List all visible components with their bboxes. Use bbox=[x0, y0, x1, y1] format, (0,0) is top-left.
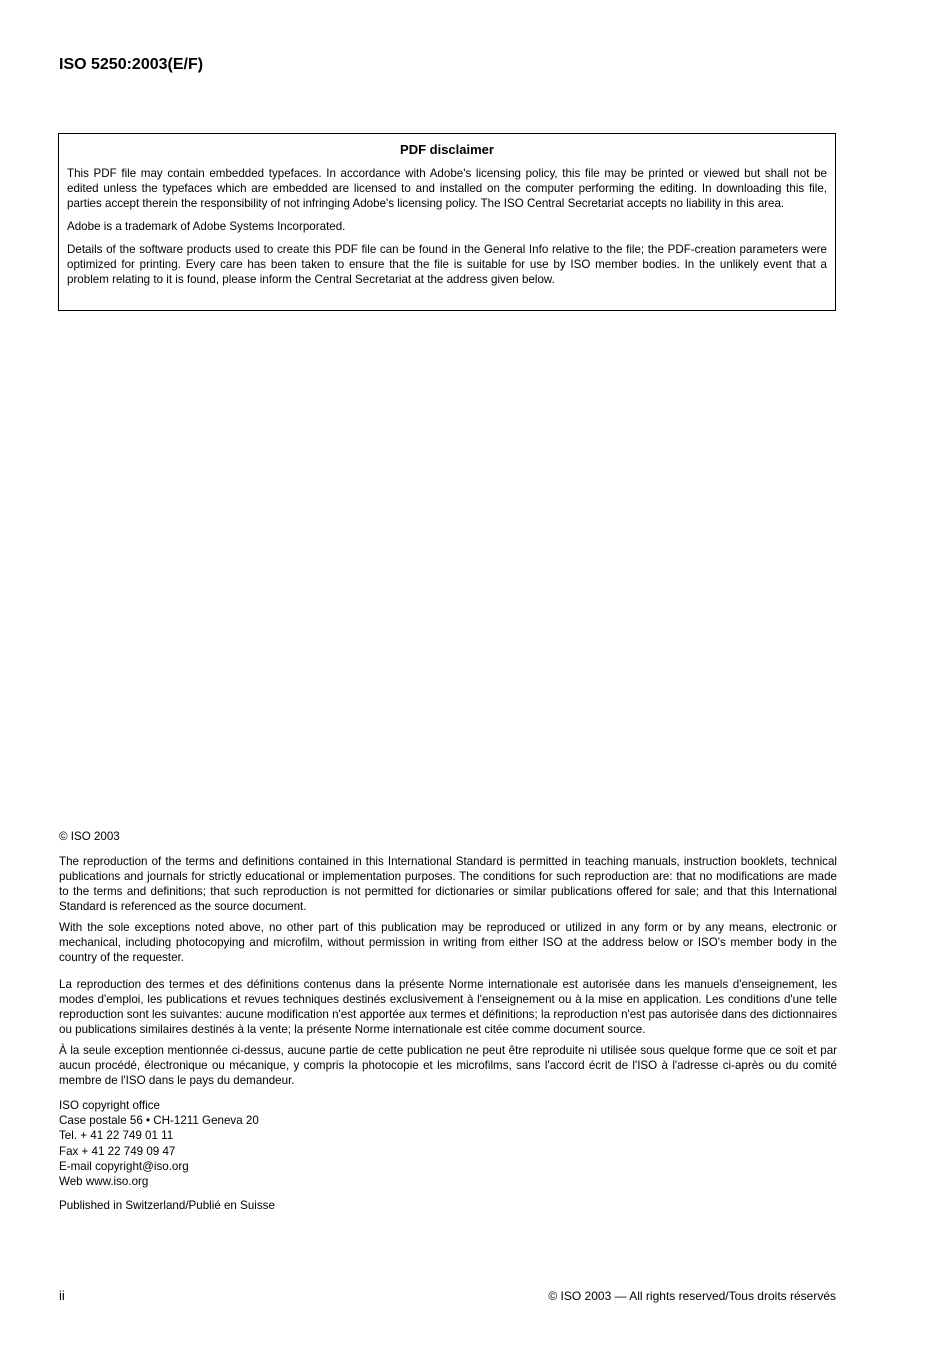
published-in: Published in Switzerland/Publié en Suisse bbox=[59, 1199, 275, 1213]
office-name: ISO copyright office bbox=[59, 1099, 160, 1112]
copyright-paragraph-fr: La reproduction des termes et des définitions contenus dans la présente Norme internationale est autorisée dans les manuels d'enseignement, les modes d'emploi, les publications et revues techniques destinés exclusivement à l'enseignement ou à la mise en application. Les conditions d'une telle reproduction sont les suivantes: aucune modification n'est apportée aux termes et définitions; la reproduction n'est pas autorisée dans des dictionnaires ou publications similaires destinés à la vente; la présente Norme internationale est citée comme document source. bbox=[59, 978, 837, 1036]
copyright-paragraph-fr: À la seule exception mentionnée ci-dessus, aucune partie de cette publication ne peut être reproduite ni utilisée sous quelque forme que ce soit et par aucun procédé, électronique ou mécanique, y compris la photocopie et les microfilms, sans l'accord écrit de l'ISO à l'adresse ci-après ou du comité membre de l'ISO dans le pays du demandeur. bbox=[59, 1044, 837, 1087]
copyright-section bbox=[59, 829, 837, 1213]
disclaimer-title: PDF disclaimer bbox=[400, 142, 494, 157]
disclaimer-paragraph: Details of the software products used to create this PDF file can be found in the General Info relative to the file; the PDF-creation parameters were optimized for printing. Every care has been taken to ensure that the file is suitable for use by ISO member bodies. In the unlikely event that a problem relating to it is found, please inform the Central Secretariat at the address given below. bbox=[67, 243, 827, 286]
email: E-mail copyright@iso.org bbox=[59, 1159, 189, 1173]
disclaimer-paragraph: Adobe is a trademark of Adobe Systems Incorporated. bbox=[67, 220, 346, 233]
copyright-line: © ISO 2003 bbox=[59, 830, 120, 843]
document-id: ISO 5250:2003(E/F) bbox=[59, 56, 204, 73]
postal-address: Case postale 56 • CH-1211 Geneva 20 bbox=[59, 1114, 259, 1128]
fax: Fax + 41 22 749 09 47 bbox=[59, 1144, 176, 1158]
website: Web www.iso.org bbox=[59, 1175, 149, 1189]
copyright-french-block bbox=[59, 977, 837, 1088]
copyright-paragraph-en: The reproduction of the terms and definitions contained in this International Standard is permitted in teaching manuals, instruction booklets, technical publications and journals for strictly educational or implementation purposes. The conditions for such reproduction are: that no modifications are made to the terms and definitions; that such reproduction is not permitted for dictionaries or similar publications offered for sale; and that this International Standard is referenced as the source document. bbox=[59, 855, 837, 913]
telephone: Tel. + 41 22 749 01 11 bbox=[59, 1129, 174, 1143]
copyright-office-address bbox=[59, 1098, 837, 1189]
footer-rights: © ISO 2003 — All rights reserved/Tous droits réservés bbox=[548, 1289, 836, 1303]
page-number: ii bbox=[59, 1288, 65, 1303]
disclaimer-paragraph: This PDF file may contain embedded typefaces. In accordance with Adobe's licensing policy, this file may be printed or viewed but shall not be edited unless the typefaces which are embedded are licensed to and installed on the computer performing the editing. In downloading this file, parties accept therein the responsibility of not infringing Adobe's licensing policy. The ISO Central Secretariat accepts no liability in this area. bbox=[67, 167, 827, 210]
copyright-paragraph-en: With the sole exceptions noted above, no other part of this publication may be reproduced or utilized in any form or by any means, electronic or mechanical, including photocopying and microfilm, without permission in writing from either ISO at the address below or ISO's member body in the country of the requester. bbox=[59, 921, 837, 964]
pdf-disclaimer-box bbox=[58, 133, 836, 311]
